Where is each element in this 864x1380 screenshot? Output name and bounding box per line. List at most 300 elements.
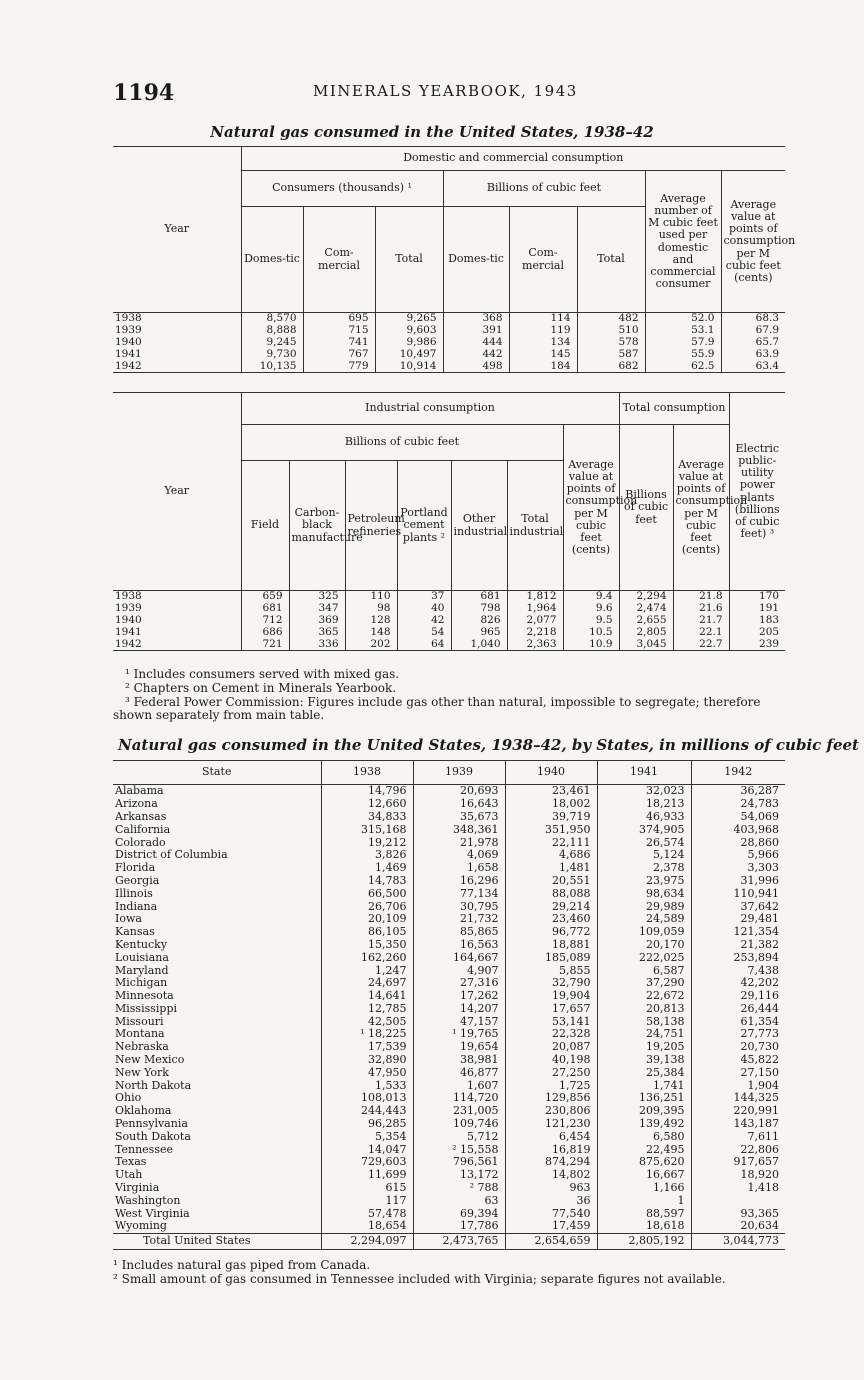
state-table-value-cell: 231,005: [413, 1105, 505, 1118]
state-table-value-cell: 1,418: [691, 1182, 785, 1195]
state-table-value-cell: 88,597: [597, 1207, 691, 1220]
state-table-label-cell: Wyoming: [113, 1220, 321, 1233]
footnote-2: ² Chapters on Cement in Minerals Yearbook.: [125, 680, 397, 695]
state-table-value-cell: 54,069: [691, 811, 785, 824]
footnote-3: ³ Federal Power Commission: Figures include gas other than natural, impossible to segregate; therefore shown separately from main table.: [113, 694, 761, 723]
state-table-label-cell: South Dakota: [115, 1130, 191, 1143]
industrial-table-value-cell: 202: [345, 639, 397, 651]
state-table-row: [113, 785, 785, 798]
state-table-value-cell: 61,354: [691, 1015, 785, 1028]
state-table-row: [113, 836, 785, 849]
domestic-table-value-cell: 119: [509, 325, 577, 337]
state-table-value-cell: 185,089: [505, 951, 597, 964]
state-table-value-cell: 21,732: [413, 913, 505, 926]
state-table-value-cell: 47,157: [413, 1015, 505, 1028]
state-table-value-cell: 24,751: [597, 1028, 691, 1041]
state-table-value-cell: 403,968: [691, 823, 785, 836]
state-table-value-cell: 244,443: [321, 1105, 413, 1118]
state-table-value-cell: 18,654: [321, 1220, 413, 1233]
state-table-value-cell: 139,492: [597, 1118, 691, 1131]
state-table-value-cell: 22,495: [597, 1143, 691, 1156]
avg-value-header: Average value at points of consumption per M cubic feet (cents): [721, 171, 785, 313]
col-commercial-volume: Com-mercial: [509, 207, 577, 313]
state-table-row: [113, 849, 785, 862]
state-table-value-cell: 27,316: [413, 977, 505, 990]
state-table-value-cell: 98,634: [597, 887, 691, 900]
state-table-value-cell: 22,672: [597, 990, 691, 1003]
domestic-table-value-cell: 52.0: [645, 313, 721, 325]
state-table-row: [113, 1169, 785, 1182]
industrial-table-value-cell: 2,655: [619, 615, 673, 627]
year-1942-header: 1942: [691, 761, 785, 785]
domestic-table-value-cell: 578: [577, 337, 645, 349]
industrial-table-value-cell: 336: [289, 639, 345, 651]
col-other-industrial: Other industrial: [451, 461, 507, 591]
state-table-value-cell: 36: [505, 1195, 597, 1208]
domestic-table-value-cell: 741: [303, 337, 375, 349]
state-table-row: [113, 990, 785, 1003]
year-1941-header: 1941: [597, 761, 691, 785]
domestic-table-value-cell: 8,570: [241, 313, 303, 325]
state-table-value-cell: 20,730: [691, 1041, 785, 1054]
industrial-table-value-cell: 347: [289, 603, 345, 615]
state-table-label-cell: Utah: [115, 1168, 143, 1182]
state-table-value-cell: 109,059: [597, 926, 691, 939]
industrial-table-value-cell: 1,964: [507, 603, 563, 615]
state-table-value-cell: 40,198: [505, 1054, 597, 1067]
state-table-value-cell: 31,996: [691, 875, 785, 888]
industrial-table-label-cell: 1940: [115, 614, 142, 626]
state-table-value-cell: 374,905: [597, 823, 691, 836]
state-table-label-cell: Minnesota: [115, 989, 174, 1003]
domestic-table-value-cell: 444: [443, 337, 509, 349]
total-value-cell: 3,044,773: [691, 1233, 785, 1249]
domestic-table-value-cell: 779: [303, 361, 375, 373]
industrial-table-value-cell: 191: [729, 603, 785, 615]
domestic-table-value-cell: 10,135: [241, 361, 303, 373]
state-table-row: [113, 977, 785, 990]
industrial-group-header: Industrial consumption: [241, 393, 619, 425]
state-table-row: [113, 951, 785, 964]
state-table-label-cell: California: [115, 823, 171, 836]
footnote-canada: ¹ Includes natural gas piped from Canada.: [113, 1258, 371, 1272]
domestic-table-value-cell: 442: [443, 349, 509, 361]
industrial-table-value-cell: 325: [289, 591, 345, 603]
state-table-value-cell: 3,826: [321, 849, 413, 862]
state-table-row: [113, 1105, 785, 1118]
table1-footnotes: [113, 668, 793, 723]
state-table-value-cell: 20,813: [597, 1003, 691, 1016]
industrial-table-value-cell: 98: [345, 603, 397, 615]
state-table-value-cell: 39,138: [597, 1054, 691, 1067]
industrial-table-value-cell: 37: [397, 591, 451, 603]
industrial-table-value-cell: 110: [345, 591, 397, 603]
state-table-value-cell: 24,697: [321, 977, 413, 990]
state-table-value-cell: 5,966: [691, 849, 785, 862]
state-table-value-cell: 77,134: [413, 887, 505, 900]
state-table-row: [113, 913, 785, 926]
industrial-table-value-cell: 681: [241, 603, 289, 615]
domestic-table-value-cell: 62.5: [645, 361, 721, 373]
state-table-value-cell: 39,719: [505, 811, 597, 824]
state-table-value-cell: 69,394: [413, 1207, 505, 1220]
industrial-table-value-cell: 9.6: [563, 603, 619, 615]
state-table-value-cell: 23,461: [505, 785, 597, 798]
state-table-value-cell: 18,002: [505, 798, 597, 811]
state-table-value-cell: 53,141: [505, 1015, 597, 1028]
state-table-label-cell: New York: [115, 1066, 169, 1079]
state-table-value-cell: 12,785: [321, 1003, 413, 1016]
state-table-label-cell: Louisiana: [115, 951, 169, 964]
domestic-table-row: [113, 361, 785, 373]
state-table-value-cell: 5,354: [321, 1131, 413, 1144]
state-table-label-cell: Washington: [115, 1194, 181, 1207]
industrial-table-value-cell: 10.9: [563, 639, 619, 651]
domestic-table-value-cell: 10,914: [375, 361, 443, 373]
state-table-value-cell: 46,933: [597, 811, 691, 824]
industrial-consumption-table: [113, 392, 785, 651]
industrial-table-value-cell: 21.6: [673, 603, 729, 615]
domestic-table-value-cell: 9,603: [375, 325, 443, 337]
state-table-value-cell: 17,539: [321, 1041, 413, 1054]
state-table-value-cell: 143,187: [691, 1118, 785, 1131]
domestic-table-value-cell: 53.1: [645, 325, 721, 337]
state-table-value-cell: 27,773: [691, 1028, 785, 1041]
industrial-table-value-cell: 1,040: [451, 639, 507, 651]
state-table-value-cell: 14,802: [505, 1169, 597, 1182]
state-table-row: [113, 1054, 785, 1067]
col-portland-cement: Portland cement plants ²: [397, 461, 451, 591]
state-table-value-cell: ¹ 19,765: [413, 1028, 505, 1041]
domestic-table-value-cell: 145: [509, 349, 577, 361]
domestic-table-row: [113, 337, 785, 349]
state-table-row: [113, 1015, 785, 1028]
state-table-value-cell: 17,786: [413, 1220, 505, 1233]
industrial-table-label-cell: 1939: [115, 602, 142, 614]
state-table-label-cell: Illinois: [115, 887, 153, 900]
state-table-value-cell: 6,580: [597, 1131, 691, 1144]
page-header: [113, 80, 793, 104]
col-petroleum-refineries: Petroleum refineries: [345, 461, 397, 591]
industrial-table-row: [113, 603, 785, 615]
state-table-value-cell: 29,989: [597, 900, 691, 913]
table3-footnotes: [113, 1258, 793, 1287]
col-domestic-consumers: Domes-tic: [241, 207, 303, 313]
domestic-table-value-cell: 498: [443, 361, 509, 373]
state-table-value-cell: 729,603: [321, 1156, 413, 1169]
state-table-row: [113, 1092, 785, 1105]
state-table-value-cell: 28,860: [691, 836, 785, 849]
state-table-value-cell: 7,611: [691, 1131, 785, 1144]
state-table-value-cell: 351,950: [505, 823, 597, 836]
industrial-table-label-cell: 1938: [115, 590, 142, 602]
state-table-value-cell: 29,214: [505, 900, 597, 913]
state-table-row: [113, 926, 785, 939]
state-table-value-cell: 1,904: [691, 1079, 785, 1092]
state-table-value-cell: 110,941: [691, 887, 785, 900]
state-table-row: [113, 875, 785, 888]
state-table-value-cell: 1,247: [321, 964, 413, 977]
domestic-table-value-cell: 55.9: [645, 349, 721, 361]
running-title: MINERALS YEARBOOK, 1943: [313, 82, 578, 100]
state-table-value-cell: 19,212: [321, 836, 413, 849]
state-table-value-cell: 27,250: [505, 1067, 597, 1080]
state-table-value-cell: 20,693: [413, 785, 505, 798]
year-header-2: Year: [113, 393, 241, 591]
state-table-value-cell: ² 15,558: [413, 1143, 505, 1156]
col-field: Field: [241, 461, 289, 591]
domestic-table-label-cell: 1942: [113, 361, 241, 373]
industrial-table-label-cell: 1942: [113, 639, 241, 651]
state-table-value-cell: 220,991: [691, 1105, 785, 1118]
state-table-value-cell: 4,686: [505, 849, 597, 862]
state-table-value-cell: 20,551: [505, 875, 597, 888]
state-table-label-cell: Ohio: [115, 1092, 142, 1105]
state-table-value-cell: 86,105: [321, 926, 413, 939]
state-table-value-cell: 4,069: [413, 849, 505, 862]
state-table-value-cell: ¹ 18,225: [321, 1028, 413, 1041]
state-table-value-cell: 23,460: [505, 913, 597, 926]
col-total-volume: Total: [577, 207, 645, 313]
state-table-value-cell: 14,641: [321, 990, 413, 1003]
footnote-1: ¹ Includes consumers served with mixed gas.: [125, 667, 400, 681]
domestic-table-value-cell: 57.9: [645, 337, 721, 349]
state-table-value-cell: 20,087: [505, 1041, 597, 1054]
state-table-value-cell: 18,618: [597, 1220, 691, 1233]
state-table-value-cell: 26,706: [321, 900, 413, 913]
state-table-value-cell: 38,981: [413, 1054, 505, 1067]
state-table-value-cell: 18,213: [597, 798, 691, 811]
state-table-label-cell: Arkansas: [115, 810, 167, 823]
state-table-value-cell: 615: [321, 1182, 413, 1195]
industrial-table-value-cell: 22.7: [673, 639, 729, 651]
state-table-value-cell: 108,013: [321, 1092, 413, 1105]
col-commercial-consumers: Com-mercial: [303, 207, 375, 313]
state-table-value-cell: 17,657: [505, 1003, 597, 1016]
billions-group-header: Billions of cubic feet: [443, 171, 645, 207]
state-table-value-cell: 4,907: [413, 964, 505, 977]
domestic-table-row: [113, 313, 785, 325]
year-header: Year: [113, 147, 241, 313]
total-consumption-header: Total consumption: [619, 393, 729, 425]
state-table-value-cell: 1,725: [505, 1079, 597, 1092]
table3-title: Natural gas consumed in the United States, 1938–42, by States, in millions of cubic feet: [118, 736, 859, 754]
domestic-table-value-cell: 9,245: [241, 337, 303, 349]
state-table-value-cell: 66,500: [321, 887, 413, 900]
total-value-cell: 2,473,765: [413, 1233, 505, 1249]
domestic-table-value-cell: 368: [443, 313, 509, 325]
state-table-value-cell: 875,620: [597, 1156, 691, 1169]
state-table-value-cell: 32,890: [321, 1054, 413, 1067]
state-table-label-cell: Florida: [115, 861, 156, 875]
state-table-label-cell: Arizona: [115, 797, 158, 811]
state-table-label-cell: Georgia: [115, 874, 160, 887]
state-table-value-cell: 22,806: [691, 1143, 785, 1156]
state-table-value-cell: 14,207: [413, 1003, 505, 1016]
state-table-value-cell: 96,285: [321, 1118, 413, 1131]
domestic-table-value-cell: 10,497: [375, 349, 443, 361]
state-table-value-cell: 26,574: [597, 836, 691, 849]
state-table-value-cell: 88,088: [505, 887, 597, 900]
state-table-value-cell: 46,877: [413, 1067, 505, 1080]
industrial-table-value-cell: 3,045: [619, 639, 673, 651]
state-table-value-cell: 230,806: [505, 1105, 597, 1118]
domestic-consumption-table: [113, 146, 796, 373]
state-table-value-cell: 16,563: [413, 939, 505, 952]
state-table-value-cell: 37,642: [691, 900, 785, 913]
state-table-row: [113, 1195, 785, 1208]
domestic-table-value-cell: 9,986: [375, 337, 443, 349]
state-table-value-cell: 121,230: [505, 1118, 597, 1131]
domestic-table-value-cell: 63.9: [721, 349, 785, 361]
state-table-value-cell: 1,166: [597, 1182, 691, 1195]
domestic-table-label-cell: 1938: [115, 312, 142, 324]
state-table-label-cell: Alabama: [115, 784, 164, 798]
domestic-table-row: [113, 349, 785, 361]
state-table-value-cell: 162,260: [321, 951, 413, 964]
industrial-table-value-cell: 22.1: [673, 627, 729, 639]
state-table-value-cell: 13,172: [413, 1169, 505, 1182]
state-table-value-cell: 63: [413, 1195, 505, 1208]
state-table-value-cell: 1,658: [413, 862, 505, 875]
state-table-row: [113, 1041, 785, 1054]
state-table-value-cell: 1,607: [413, 1079, 505, 1092]
domestic-table-value-cell: 715: [303, 325, 375, 337]
state-table-value-cell: 12,660: [321, 798, 413, 811]
state-table-label-cell: West Virginia: [115, 1207, 190, 1220]
state-table-label-cell: Missouri: [115, 1015, 164, 1028]
industrial-table-value-cell: 681: [451, 591, 507, 603]
state-table-value-cell: 45,822: [691, 1054, 785, 1067]
state-table-row: [113, 1118, 785, 1131]
state-table-value-cell: 14,783: [321, 875, 413, 888]
industrial-table-value-cell: 369: [289, 615, 345, 627]
state-table-value-cell: 7,438: [691, 964, 785, 977]
state-table-value-cell: 144,325: [691, 1092, 785, 1105]
state-table-value-cell: 348,361: [413, 823, 505, 836]
state-table-row: [113, 1131, 785, 1144]
col-carbon-black: Carbon-black manufacture: [289, 461, 345, 591]
state-table-value-cell: 121,354: [691, 926, 785, 939]
domestic-table-row: [113, 325, 785, 337]
industrial-table-row: [113, 591, 785, 603]
state-table-label-cell: Montana: [115, 1028, 165, 1041]
state-table-value-cell: 6,454: [505, 1131, 597, 1144]
industrial-table-value-cell: 798: [451, 603, 507, 615]
domestic-group-header: Domestic and commercial consumption: [241, 147, 785, 171]
industrial-table-value-cell: 2,077: [507, 615, 563, 627]
domestic-table-value-cell: 391: [443, 325, 509, 337]
state-table-value-cell: 1,741: [597, 1079, 691, 1092]
state-table-row: [113, 1003, 785, 1016]
consumers-group-header: Consumers (thousands) ¹: [241, 171, 443, 207]
state-table-value-cell: 222,025: [597, 951, 691, 964]
industrial-table-value-cell: 2,363: [507, 639, 563, 651]
state-table-label-cell: New Mexico: [115, 1053, 185, 1067]
domestic-table-value-cell: 8,888: [241, 325, 303, 337]
domestic-table-value-cell: 587: [577, 349, 645, 361]
state-table-value-cell: 22,111: [505, 836, 597, 849]
total-label: Total United States: [113, 1233, 321, 1249]
industrial-table-value-cell: 365: [289, 627, 345, 639]
state-table-row: [113, 1067, 785, 1080]
domestic-table-value-cell: 65.7: [721, 337, 785, 349]
year-1939-header: 1939: [413, 761, 505, 785]
industrial-table-value-cell: 2,218: [507, 627, 563, 639]
industrial-table-value-cell: 21.7: [673, 615, 729, 627]
state-table-value-cell: 1: [597, 1195, 691, 1208]
state-table-value-cell: 315,168: [321, 823, 413, 836]
state-table-label-cell: Kentucky: [115, 938, 168, 951]
industrial-table-value-cell: 170: [729, 591, 785, 603]
industrial-table-value-cell: 2,474: [619, 603, 673, 615]
year-1940-header: 1940: [505, 761, 597, 785]
state-table-value-cell: 917,657: [691, 1156, 785, 1169]
electric-utility-header: Electric public-utility power plants (billions of cubic feet) ³: [729, 393, 785, 591]
industrial-table-value-cell: 54: [397, 627, 451, 639]
industrial-table-value-cell: 40: [397, 603, 451, 615]
industrial-table-value-cell: 10.5: [563, 627, 619, 639]
state-table-label-cell: Virginia: [115, 1181, 160, 1195]
industrial-table-value-cell: 1,812: [507, 591, 563, 603]
industrial-table-value-cell: 2,294: [619, 591, 673, 603]
col-domestic-volume: Domes-tic: [443, 207, 509, 313]
state-table-value-cell: 5,855: [505, 964, 597, 977]
state-table-label-cell: Nebraska: [115, 1040, 169, 1054]
total-row: [113, 1233, 785, 1249]
domestic-table-value-cell: 63.4: [721, 361, 785, 373]
state-table-value-cell: 109,746: [413, 1118, 505, 1131]
industrial-table-value-cell: 2,805: [619, 627, 673, 639]
state-table-value-cell: 1,481: [505, 862, 597, 875]
domestic-table-value-cell: 114: [509, 313, 577, 325]
state-table-value-cell: 24,783: [691, 798, 785, 811]
state-table-value-cell: 22,328: [505, 1028, 597, 1041]
state-table-label-cell: Texas: [115, 1156, 147, 1169]
domestic-table-value-cell: 9,265: [375, 313, 443, 325]
avg-number-header: Average number of M cubic feet used per domestic and commercial consumer: [645, 171, 721, 313]
state-table-value-cell: 136,251: [597, 1092, 691, 1105]
state-table-value-cell: 874,294: [505, 1156, 597, 1169]
state-table-value-cell: 1,469: [321, 862, 413, 875]
state-table-value-cell: 1,533: [321, 1079, 413, 1092]
state-table-value-cell: 20,170: [597, 939, 691, 952]
state-table-value-cell: 14,796: [321, 785, 413, 798]
state-table-label-cell: North Dakota: [115, 1079, 192, 1092]
industrial-table-value-cell: 205: [729, 627, 785, 639]
state-table-value-cell: 20,109: [321, 913, 413, 926]
state-table-value-cell: 19,205: [597, 1041, 691, 1054]
state-table-row: [113, 939, 785, 952]
state-table-value-cell: 42,202: [691, 977, 785, 990]
state-table-label-cell: Pennsylvania: [115, 1117, 188, 1131]
state-table-value-cell: 164,667: [413, 951, 505, 964]
domestic-table-value-cell: 695: [303, 313, 375, 325]
industrial-table-value-cell: 721: [241, 639, 289, 651]
domestic-table-value-cell: 67.9: [721, 325, 785, 337]
domestic-table-value-cell: 510: [577, 325, 645, 337]
state-table-value-cell: [691, 1195, 785, 1208]
state-table-value-cell: 34,833: [321, 811, 413, 824]
industrial-table-value-cell: 239: [729, 639, 785, 651]
state-table-value-cell: 117: [321, 1195, 413, 1208]
year-1938-header: 1938: [321, 761, 413, 785]
domestic-table-value-cell: 9,730: [241, 349, 303, 361]
state-table-value-cell: 57,478: [321, 1207, 413, 1220]
state-table-value-cell: 114,720: [413, 1092, 505, 1105]
state-table-label-cell: Kansas: [115, 925, 155, 939]
state-table-row: [113, 823, 785, 836]
